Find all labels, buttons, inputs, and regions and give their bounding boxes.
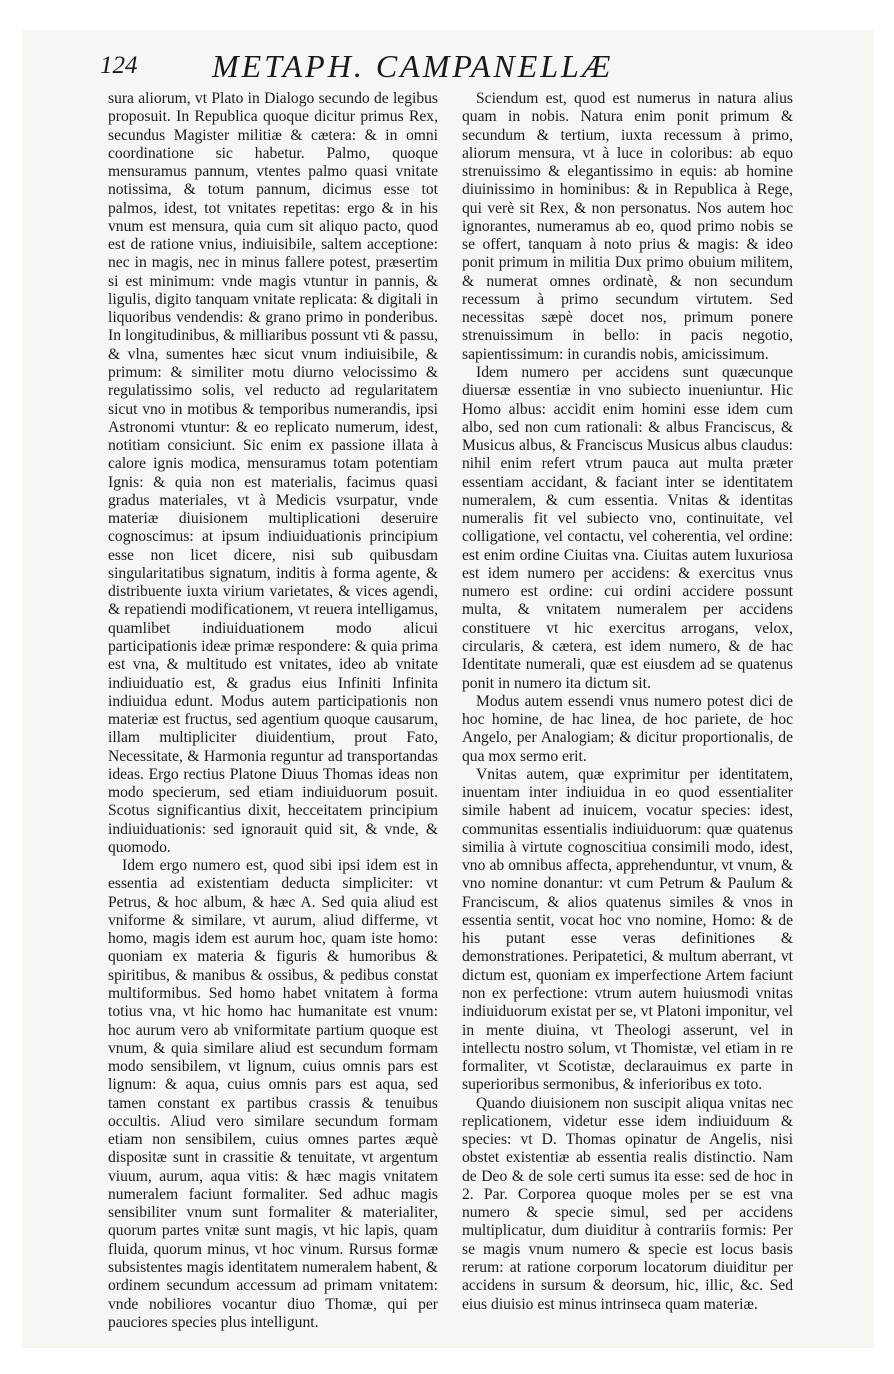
paragraph: Modus autem essendi vnus numero potest dici de hoc homine, de hac linea, de hoc pariete, de hoc Angelo, per Analogiam; & dicitur proportionalis, de qua mox sermo erit. <box>462 692 793 765</box>
paragraph: sura aliorum, vt Plato in Dialogo secundo de legibus proposuit. In Republica quoque dicitur primus Rex, secundus Magister militiæ & cætera: & in omni coordinatione sic habetur. Palmo, quoque mensuramus pannum, vtentes palmo quasi vnitate notissima, & totum pannum, dicimus esse tot palmos, idest, tot vnitates repetitas: ergo & in his vnum est mensura, quia cum sit aliquo pacto, quod est de ratione vnius, indiuisibile, saltem acceptione: nec in magis, nec in minus fallere potest, præsertim si est minimum: vnde magis vtuntur in pannis, & ligulis, digito tanquam vnitate replicata: & digitali in liquoribus vendendis: & grano primo in ponderibus. In longitudinibus, & milliaribus possunt vti & passu, & vlna, sumentes hæc sicut vnum indiuisibile, & primum: & similiter motu diurno velocissimo & regulatissimo solis, vel reducto ad regularitatem sicut vno in motibus & temporibus numerandis, ipsi Astronomi vtuntur: & eo replicato numerum, idest, notitiam consiciunt. Sic enim ex passione illata à calore ignis modica, mensuramus totam potentiam Ignis: & quia non est materialis, facimus quasi gradus materiales, vt à Medicis vsurpatur, vnde materiæ diuisionem multiplicationi deseruire cognoscimus: at ipsum indiuiduationis principium esse non licet dicere, nisi sub quibusdam singularitatibus signatum, inditis à forma agente, & distribuente iuxta virium varietates, & vices agendi, & repatiendi modificationem, vt reuera intelligamus, quamlibet indiuiduationem modo alicui participationis ideæ primæ respondere: & quia prima est vna, & multitudo est vnitates, ideo ab vnitate indiuiduatio est, & gradus eius Infiniti Infinita indiuidua edunt. Modus autem participationis non materiæ est fructus, sed agentium quoque causarum, illam multipliciter diuidentium, prout Fato, Necessitate, & Harmonia reguntur ad transportandas ideas. Ergo rectius Platone Diuus Thomas ideas non modo specierum, sed etiam indiuiduorum posuit. Scotus significantius dixit, hecceitatem principium indiuiduationis: sed ignorauit quid sit, & vnde, & quomodo. <box>108 90 438 856</box>
paragraph: Quando diuisionem non suscipit aliqua vnitas nec replicationem, videtur esse idem indiuiduum & species: vt D. Thomas opinatur de Angelis, nisi obstet existentiæ ab essentia realis distinctio. Nam de Deo & de sole certi sumus ita esse: sed de hoc in 2. Par. Corporea quoque moles per se est vna numero & specie simul, sed per accidens multiplicatur, dum diuiditur à contrariis formis: Per se magis vnum numero & specie est locus basis rerum: at ratione corporum locatorum diuiditur per accidens in sursum & deorsum, hic, illic, &c. Sed eius diuisio est minus intrinseca quam materiæ. <box>462 1094 793 1313</box>
paragraph: Idem numero per accidens sunt quæcunque diuersæ essentiæ in vno subiecto inueniuntur. Hic Homo albus: accidit enim homini esse idem cum albo, sed non cum rationali: & albus Franciscus, & Musicus albus, & Franciscus Musicus albus claudus: nihil enim refert vtrum pauca aut multa præter essentiam accidant, & faciant inter se identitatem numeralem, & cum essentia. Vnitas & identitas numeralis fit vel subiecto vno, continuitate, vel colligatione, vel contactu, vel coherentia, vel ordine: est enim ordine Ciuitas vna. Ciuitas autem luxuriosa est idem numero per accidens: & exercitus vnus numero est ordine: cui ordini accidere possunt multa, & vnitatem numeralem per accidens constituere vt hic exercitus arrogans, velox, circularis, & cætera, est idem numero, & de hac Identitate numerali, quæ est eiusdem ad se quatenus ponit in numero ita dictum sit. <box>462 363 793 692</box>
page-number: 124 <box>100 52 138 79</box>
paragraph: Sciendum est, quod est numerus in natura alius quam in nobis. Natura enim ponit primum & secundum & tertium, iuxta recessum à primo, aliorum mensura, vt à luce in coloribus: ab equo strenuissimo & elegantissimo in equis: ab homine diuinissimo in hominibus: & in Republica à Rege, qui verè sit Rex, & non personatus. Nos autem hoc ignorantes, numeramus ab eo, quod primo nobis se se offert, tanquam à noto prius & magis: & ideo ponit primum in militia Dux primo obuium militem, & numerat omnes ordinatè, & non secundum recessum à primo secundum virtutem. Sed necessitas sæpè docet nos, primum ponere strenuissimum in bello: in pacis negotio, sapientissimum: in curandis nobis, amicissimum. <box>462 90 793 363</box>
page-header <box>100 48 750 88</box>
text-column-left <box>108 90 438 1332</box>
running-title: METAPH. CAMPANELLÆ <box>212 48 614 84</box>
text-column-right <box>462 90 793 1314</box>
paragraph: Vnitas autem, quæ exprimitur per identitatem, inuentam inter indiuidua in eo quod essentialiter simile habent ad inuicem, vocatur species: idest, communitas essentialis indiuiduorum: quæ quatenus similia à virtute cognoscitiua consimili modo, idest, vno ab omnibus affecta, apprehenduntur, vt vnum, & vno nomine donantur: vt cum Petrum & Paulum & Franciscum, & alios quatenus similes & vnos in essentia sentit, vocat hoc vno nomine, Homo: & de his putant esse veras definitiones & demonstrationes. Peripatetici, & multum aberrant, vt dictum est, quoniam ex imperfectione Artem faciunt non ex perfectione: vtrum autem huiusmodi vnitas indiuiduorum existat per se, vt Platoni imponitur, vel in mente diuina, vt Theologi asserunt, vel in intellectu nostro solum, vt Thomistæ, vel etiam in re formaliter, vt Scotistæ, declarauimus ex parte in superioribus sermonibus, & inferioribus ex toto. <box>462 765 793 1094</box>
paragraph: Idem ergo numero est, quod sibi ipsi idem est in essentia ad existentiam deducta simpliciter: vt Petrus, & hoc album, & hæc A. Sed quia aliud est vniforme & similare, vt aurum, aliud differme, vt homo, magis idem est aurum hoc, quam iste homo: quoniam ex materia & figuris & humoribus & spiritibus, & manibus & ossibus, & pedibus constat multiformibus. Sed homo habet vnitatem à forma totius vna, vt hic homo hac humanitate est vnum: hoc aurum vero ab vniformitate partium quoque est vnum, & quia similare aliud est secundum formam modo sensibilem, vt lignum, cuius omnis pars est lignum: & aqua, cuius omnis pars est aqua, sed tamen constant ex partibus crassis & tenuibus occultis. Aliud vero similare secundum formam etiam non sensibilem, cuius omnes partes æquè dispositæ sunt in crassitie & tenuitate, vt argentum viuum, aurum, aqua vitis: & hæc magis vnitatem numeralem faciunt formaliter. Sed adhuc magis sensibiliter vnum sunt formaliter & materialiter, quorum partes vnitæ sunt magis, vt hic lapis, quam fluida, quorum minus, vt hoc vinum. Rursus formæ subsistentes magis identitatem numeralem habent, & ordinem secundum accessum ad primam vnitatem: vnde nobiliores vocantur diuo Thomæ, qui per pauciores species plus intelligunt. <box>108 857 438 1331</box>
